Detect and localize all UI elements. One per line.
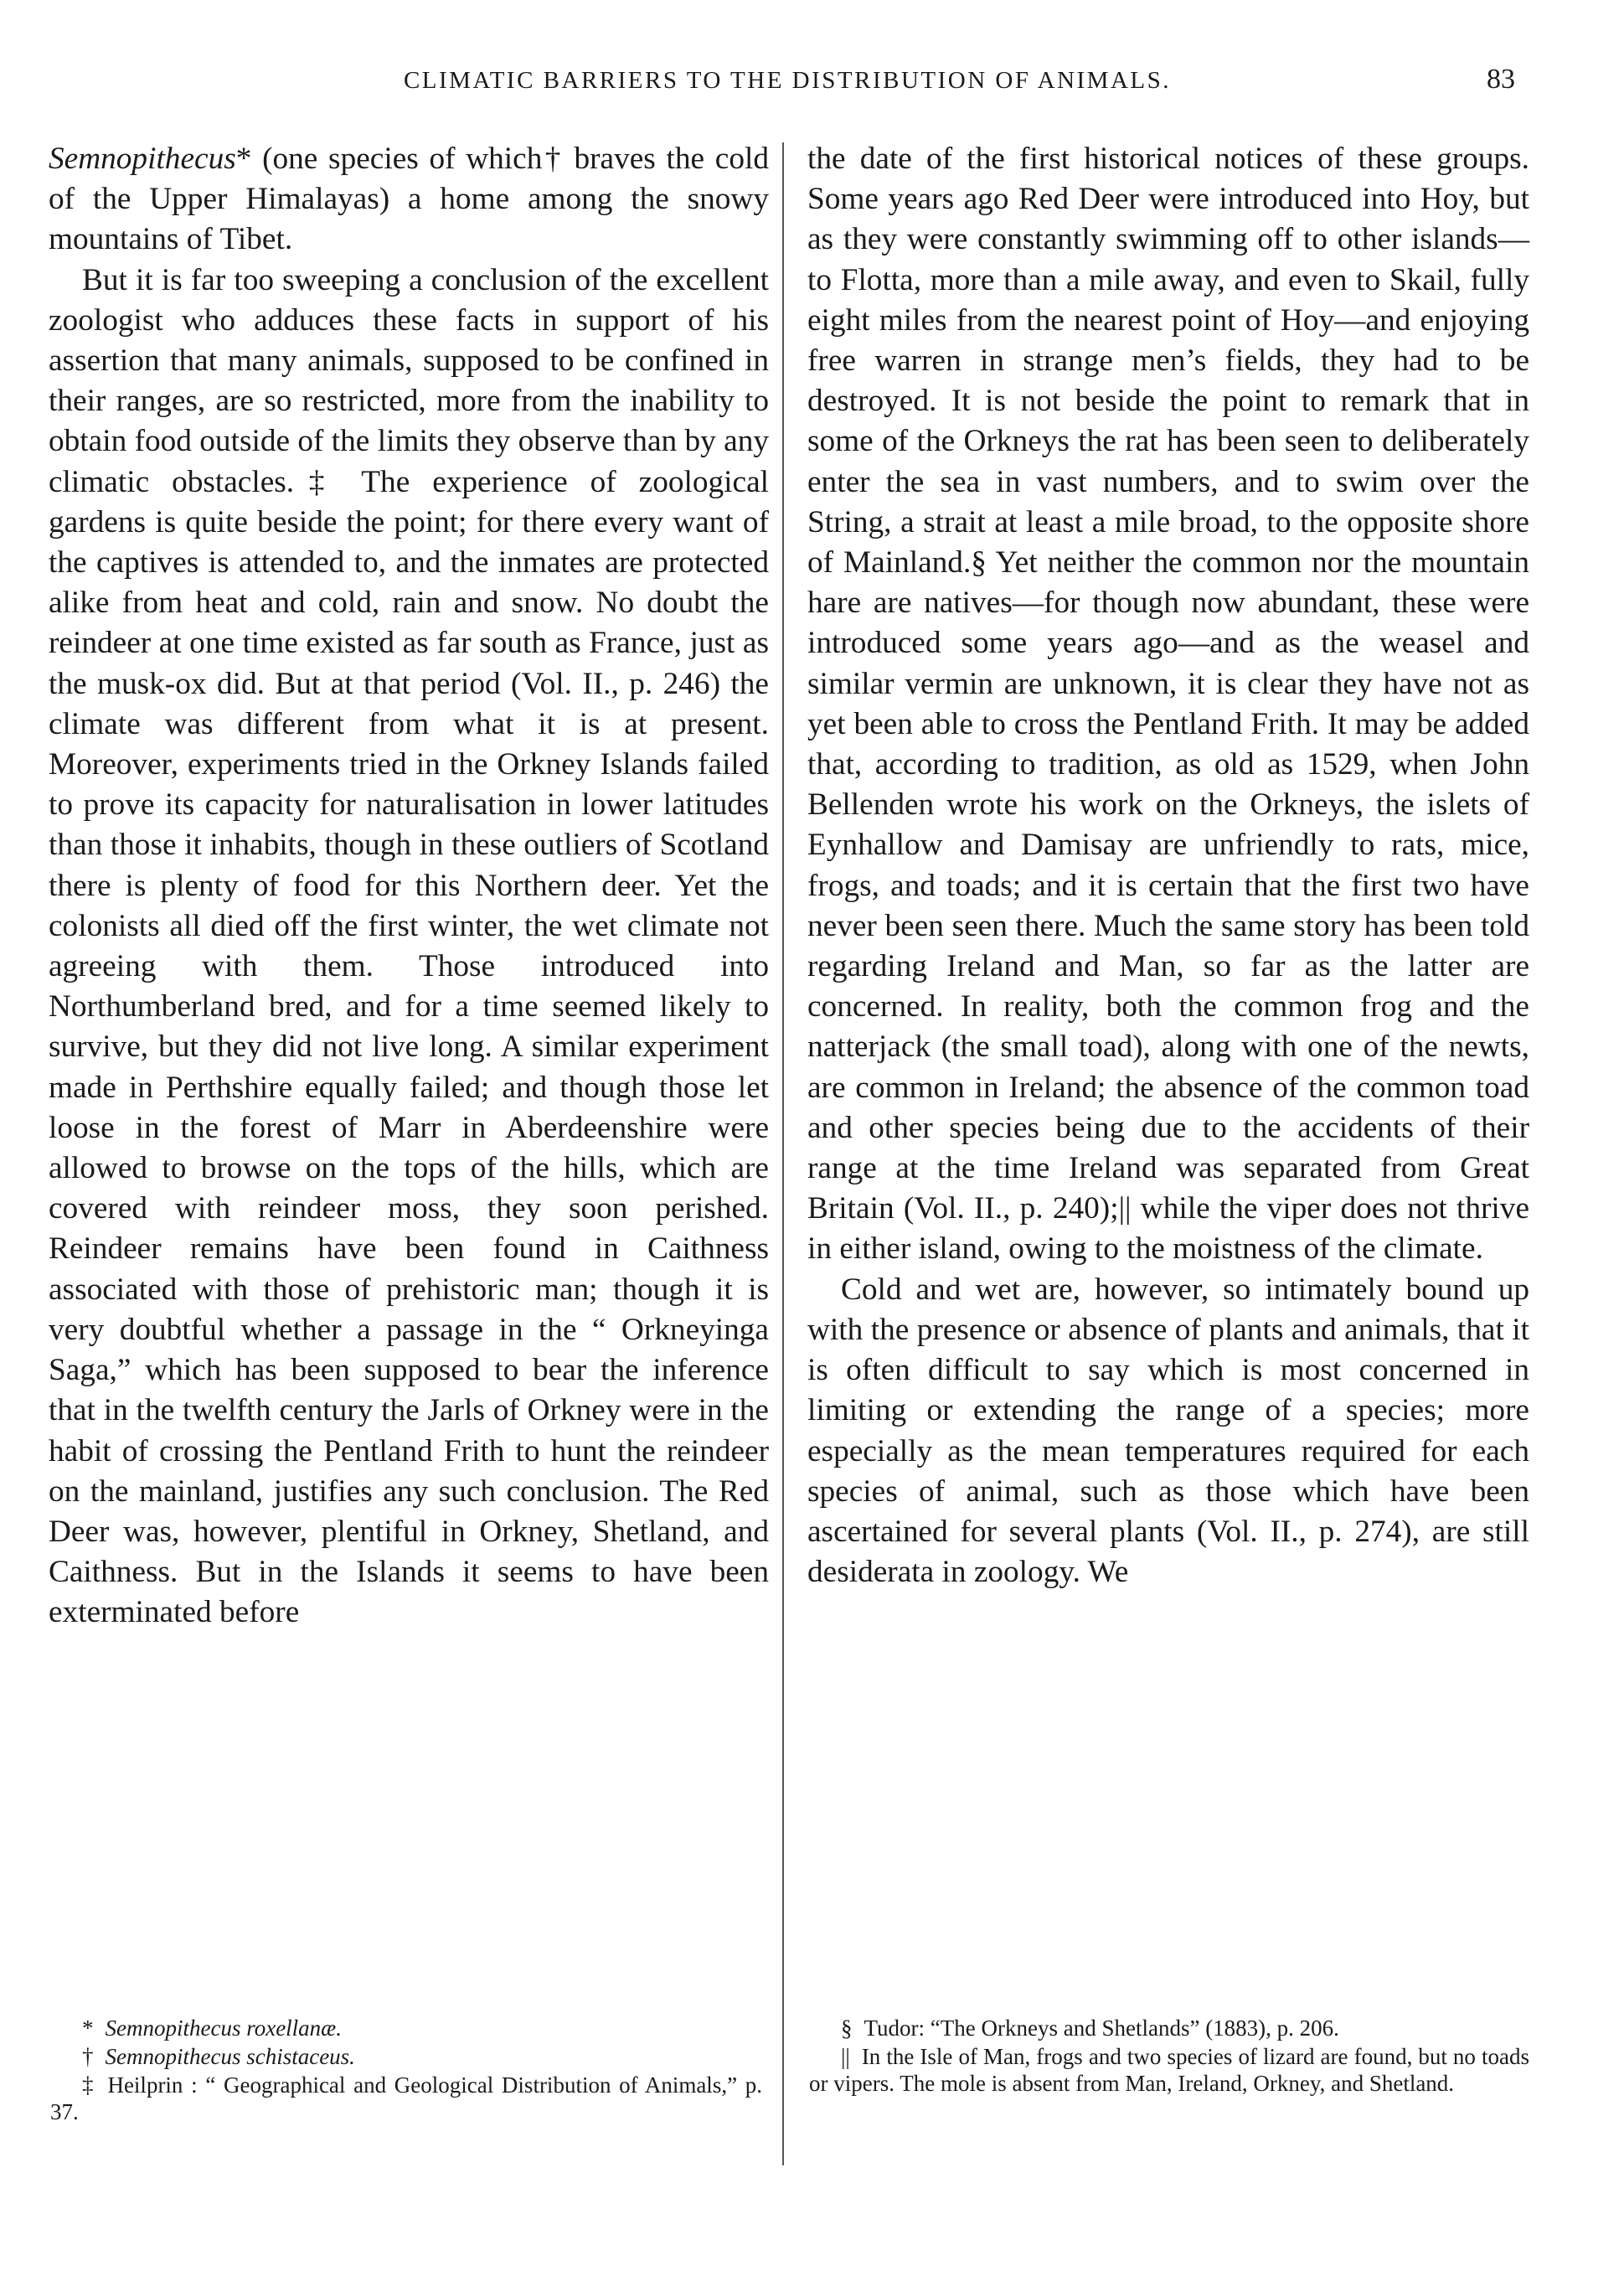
paragraph: [807, 1270, 1529, 1593]
running-title: CLIMATIC BARRIERS TO THE DISTRIBUTION OF ANIMALS.: [403, 67, 1172, 94]
footnote: [50, 2015, 762, 2041]
footnote: [809, 2015, 1529, 2041]
footnote-text: Heilprin : “ Geographical and Geological Distribution of Animals,” p. 37.: [50, 2072, 762, 2124]
right-footnotes: [809, 2015, 1529, 2097]
column-divider: [782, 142, 784, 2165]
footnote-text: In the Isle of Man, frogs and two species of lizard are found, but no toads or vipers. The mole is absent from Man, Ireland, Orkney, and Shetland.: [809, 2044, 1529, 2096]
paragraph-text: Cold and wet are, however, so intimately bound up with the presence or absence of plants and animals, that it is often difficult to say which is most concerned in limiting or extending the range of a species; more especially as the mean temperatures required for each species of animal, such as those which have been ascertained for several plants (Vol. II., p. 274), are still desiderata in zoology. We: [807, 1272, 1529, 1590]
paragraph: [49, 139, 769, 261]
footnote-marker: ‡: [294, 464, 339, 499]
paragraph-text: Yet neither the common nor the mountain hare are natives—for though now abundant, these were introduced some years ago—and as the weasel and similar vermin are unknown, it is clear they have not as yet been able to cross the Pentland Frith. It may be added that, according to tradition, as old as 1529, when John Bellenden wrote his work on the Orkneys, the islets of Eynhallow and Damisay are unfriendly to rats, mice, frogs, and toads; and it is certain that the first two have never been seen there. Much the same story has been told regarding Ireland and Man, so far as the latter are concerned. In reality, both the common frog and the natterjack (the small toad), along with one of the newts, are common in Ireland; the absence of the common toad and other species being due to the accidents of their range at the time Ireland was separated from Great Britain (Vol. II., p. 240);: [807, 545, 1529, 1226]
paragraph-text: But it is far too sweeping a conclusion of the excellent zoologist who adduces these facts in support of his assertion that many animals, supposed to be confined in their ranges, are so restricted, more from the inability to obtain food outside of the limits they observe than by any climatic obstacles.: [49, 262, 769, 499]
footnote-marker: ||: [841, 2044, 850, 2069]
footnote-text: Semnopithecus schistaceus.: [105, 2044, 355, 2069]
paragraph-text: (one species of which: [251, 142, 543, 176]
left-footnotes: [50, 2015, 762, 2125]
left-text-column: [49, 139, 769, 1633]
paragraph-text: The experience of zoological gardens is quite beside the point; for there every want of the captives is attended to, and the inmates are protected alike from heat and cold, rain and snow. No doubt the reindeer at one time existed as far south as France, just as the musk-ox did. But at that period (Vol. II., p. 246) the climate was different from what it is at present. Moreover, experiments tried in the Orkney Islands failed to prove its capacity for naturalisation in lower latitudes than those it inhabits, though in these outliers of Scotland there is plenty of food for this Northern deer. Yet the colonists all died off the first winter, the wet climate not agreeing with them. Those introduced into Northumberland bred, and for a time seemed likely to survive, but they did not live long. A similar experiment made in Perthshire equally failed; and though those let loose in the forest of Marr in Aberdeenshire were allowed to browse on the tops of the hills, which are covered with reindeer moss, they soon perished. Reindeer remains have been found in Caithness associated with those of prehistoric man; though it is very doubtful whether a passage in the “ Orkneyinga Saga,” which has been supposed to bear the inference that in the twelfth century the Jarls of Orkney were in the habit of crossing the Pentland Frith to hunt the reindeer on the mainland, justifies any such conclusion. The Red Deer was, however, plentiful in Orkney, Shetland, and Caithness. But in the Islands it seems to have been exterminated before: [49, 464, 769, 1630]
footnote-marker: †: [82, 2044, 94, 2069]
footnote-marker: ‡: [82, 2072, 96, 2098]
footnote-marker: §: [971, 545, 987, 581]
footnote-marker: *: [82, 2015, 94, 2041]
page-number: 83: [1487, 64, 1515, 95]
footnote-marker: §: [841, 2015, 853, 2041]
footnote: [50, 2072, 762, 2125]
paragraph: [807, 139, 1529, 1270]
footnote: [809, 2043, 1529, 2097]
right-text-column: [807, 139, 1529, 1592]
paragraph-text: braves the cold of the Upper Himalayas) a home among the snowy mountains of Tibet.: [49, 142, 769, 257]
page-header: [0, 64, 1624, 101]
footnote: [50, 2043, 762, 2070]
footnote-marker: †: [542, 142, 564, 176]
footnote-text: Semnopithecus roxellanæ.: [105, 2015, 342, 2041]
footnote-text: Tudor: “The Orkneys and Shetlands” (1883), p. 206.: [864, 2015, 1339, 2041]
taxon-name: Semnopithecus: [49, 142, 236, 176]
paragraph-text: the date of the first historical notices of these groups. Some years ago Red Deer were introduced into Hoy, but as they were constantly swimming off to other islands—to Flotta, more than a mile away, and even to Skail, fully eight miles from the nearest point of Hoy—and enjoying free warren in strange men’s fields, they had to be destroyed. It is not beside the point to remark that in some of the Orkneys the rat has been seen to deliberately enter the sea in vast numbers, and to swim over the String, a strait at least a mile broad, to the opposite shore of Mainland.: [807, 142, 1529, 581]
paragraph: [49, 261, 769, 1633]
paragraph-text: while the viper does not thrive in either island, owing to the moistness of the climate.: [807, 1191, 1529, 1267]
footnote-marker: ||: [1118, 1191, 1132, 1226]
footnote-marker: *: [235, 142, 252, 176]
